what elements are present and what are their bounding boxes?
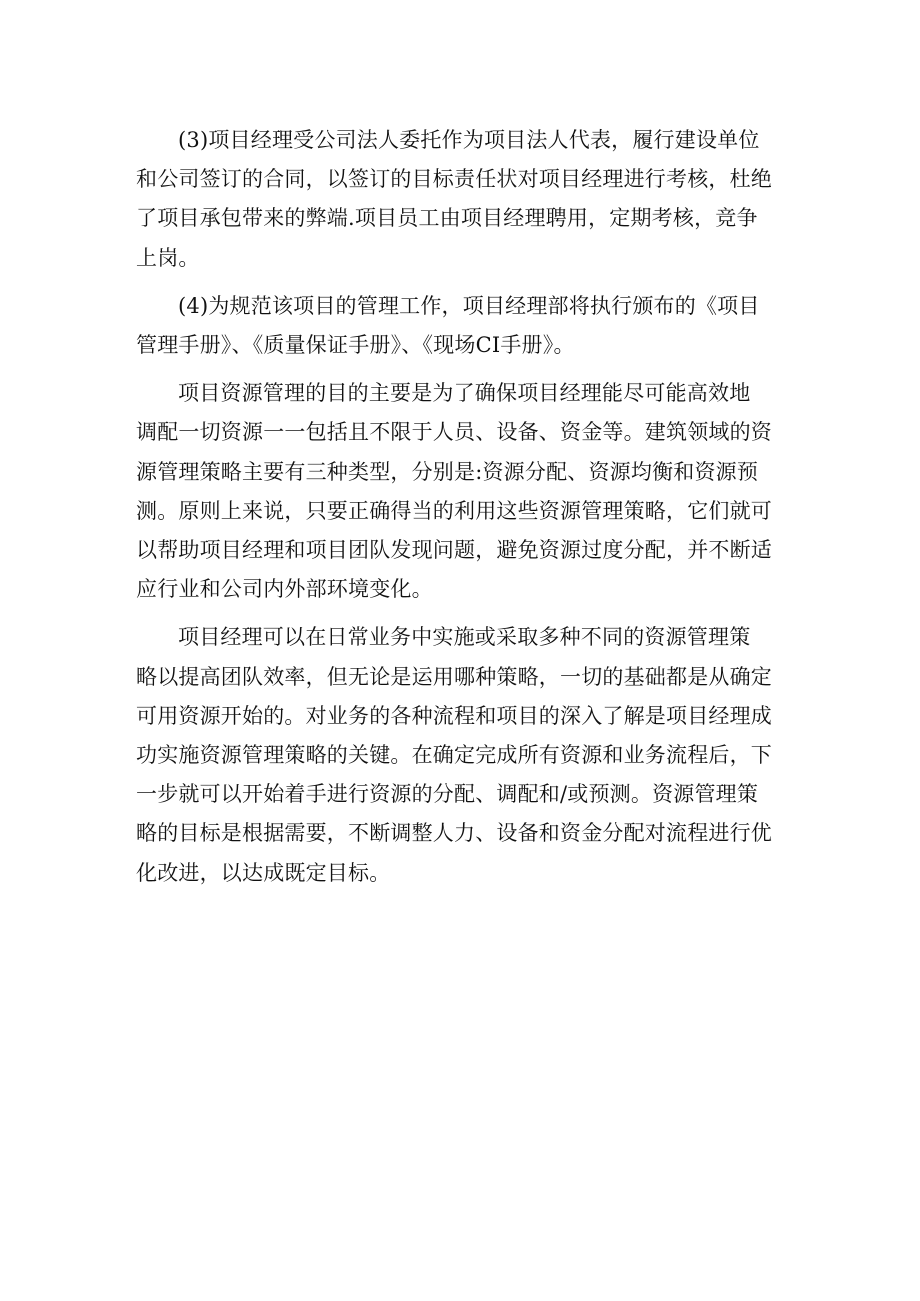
text-line: 可用资源开始的。对业务的各种流程和项目的深入了解是项目经理成: [136, 703, 772, 728]
document-body: [136, 121, 784, 902]
paragraph-resource-management-strategies: [136, 618, 784, 892]
paragraph-resource-management-purpose: [136, 374, 784, 609]
text-line: 功实施资源管理策略的关键。在确定完成所有资源和业务流程后，下: [136, 743, 772, 768]
text-line: 测。原则上来说，只要正确得当的利用这些资源管理策略，它们就可: [136, 498, 772, 523]
text-line: 了项目承包带来的弊端.项目员工由项目经理聘用，定期考核，竞争: [136, 206, 758, 231]
text-line: 一步就可以开始着手进行资源的分配、调配和/或预测。资源管理策: [136, 782, 759, 807]
text-line: 化改进，以达成既定目标。: [136, 860, 391, 885]
text-line: 项目经理可以在日常业务中实施或采取多种不同的资源管理策: [178, 625, 751, 650]
paragraph-3-project-manager: [136, 121, 784, 278]
text-line: 上岗。: [136, 245, 200, 270]
text-line: 略的目标是根据需要，不断调整人力、设备和资金分配对流程进行优: [136, 821, 772, 846]
text-line: (4)为规范该项目的管理工作，项目经理部将执行颁布的《项目: [178, 293, 760, 318]
text-line: 以帮助项目经理和项目团队发现问题，避免资源过度分配，并不断适: [136, 538, 772, 563]
text-line: 略以提高团队效率，但无论是运用哪种策略，一切的基础都是从确定: [136, 664, 772, 689]
text-line: 源管理策略主要有三种类型，分别是:资源分配、资源均衡和资源预: [136, 459, 759, 484]
text-line: 项目资源管理的目的主要是为了确保项目经理能尽可能高效地: [178, 381, 751, 406]
text-line: 管理手册》、《质量保证手册》、《现场CI手册》。: [136, 333, 575, 358]
paragraph-4-management-manuals: [136, 287, 784, 365]
text-line: 应行业和公司内外部环境变化。: [136, 577, 433, 602]
text-line: 调配一切资源一一包括且不限于人员、设备、资金等。建筑领域的资: [136, 420, 772, 445]
text-line: 和公司签订的合同，以签订的目标责任状对项目经理进行考核，杜绝: [136, 167, 772, 192]
text-line: (3)项目经理受公司法人委托作为项目法人代表，履行建设单位: [178, 128, 760, 152]
